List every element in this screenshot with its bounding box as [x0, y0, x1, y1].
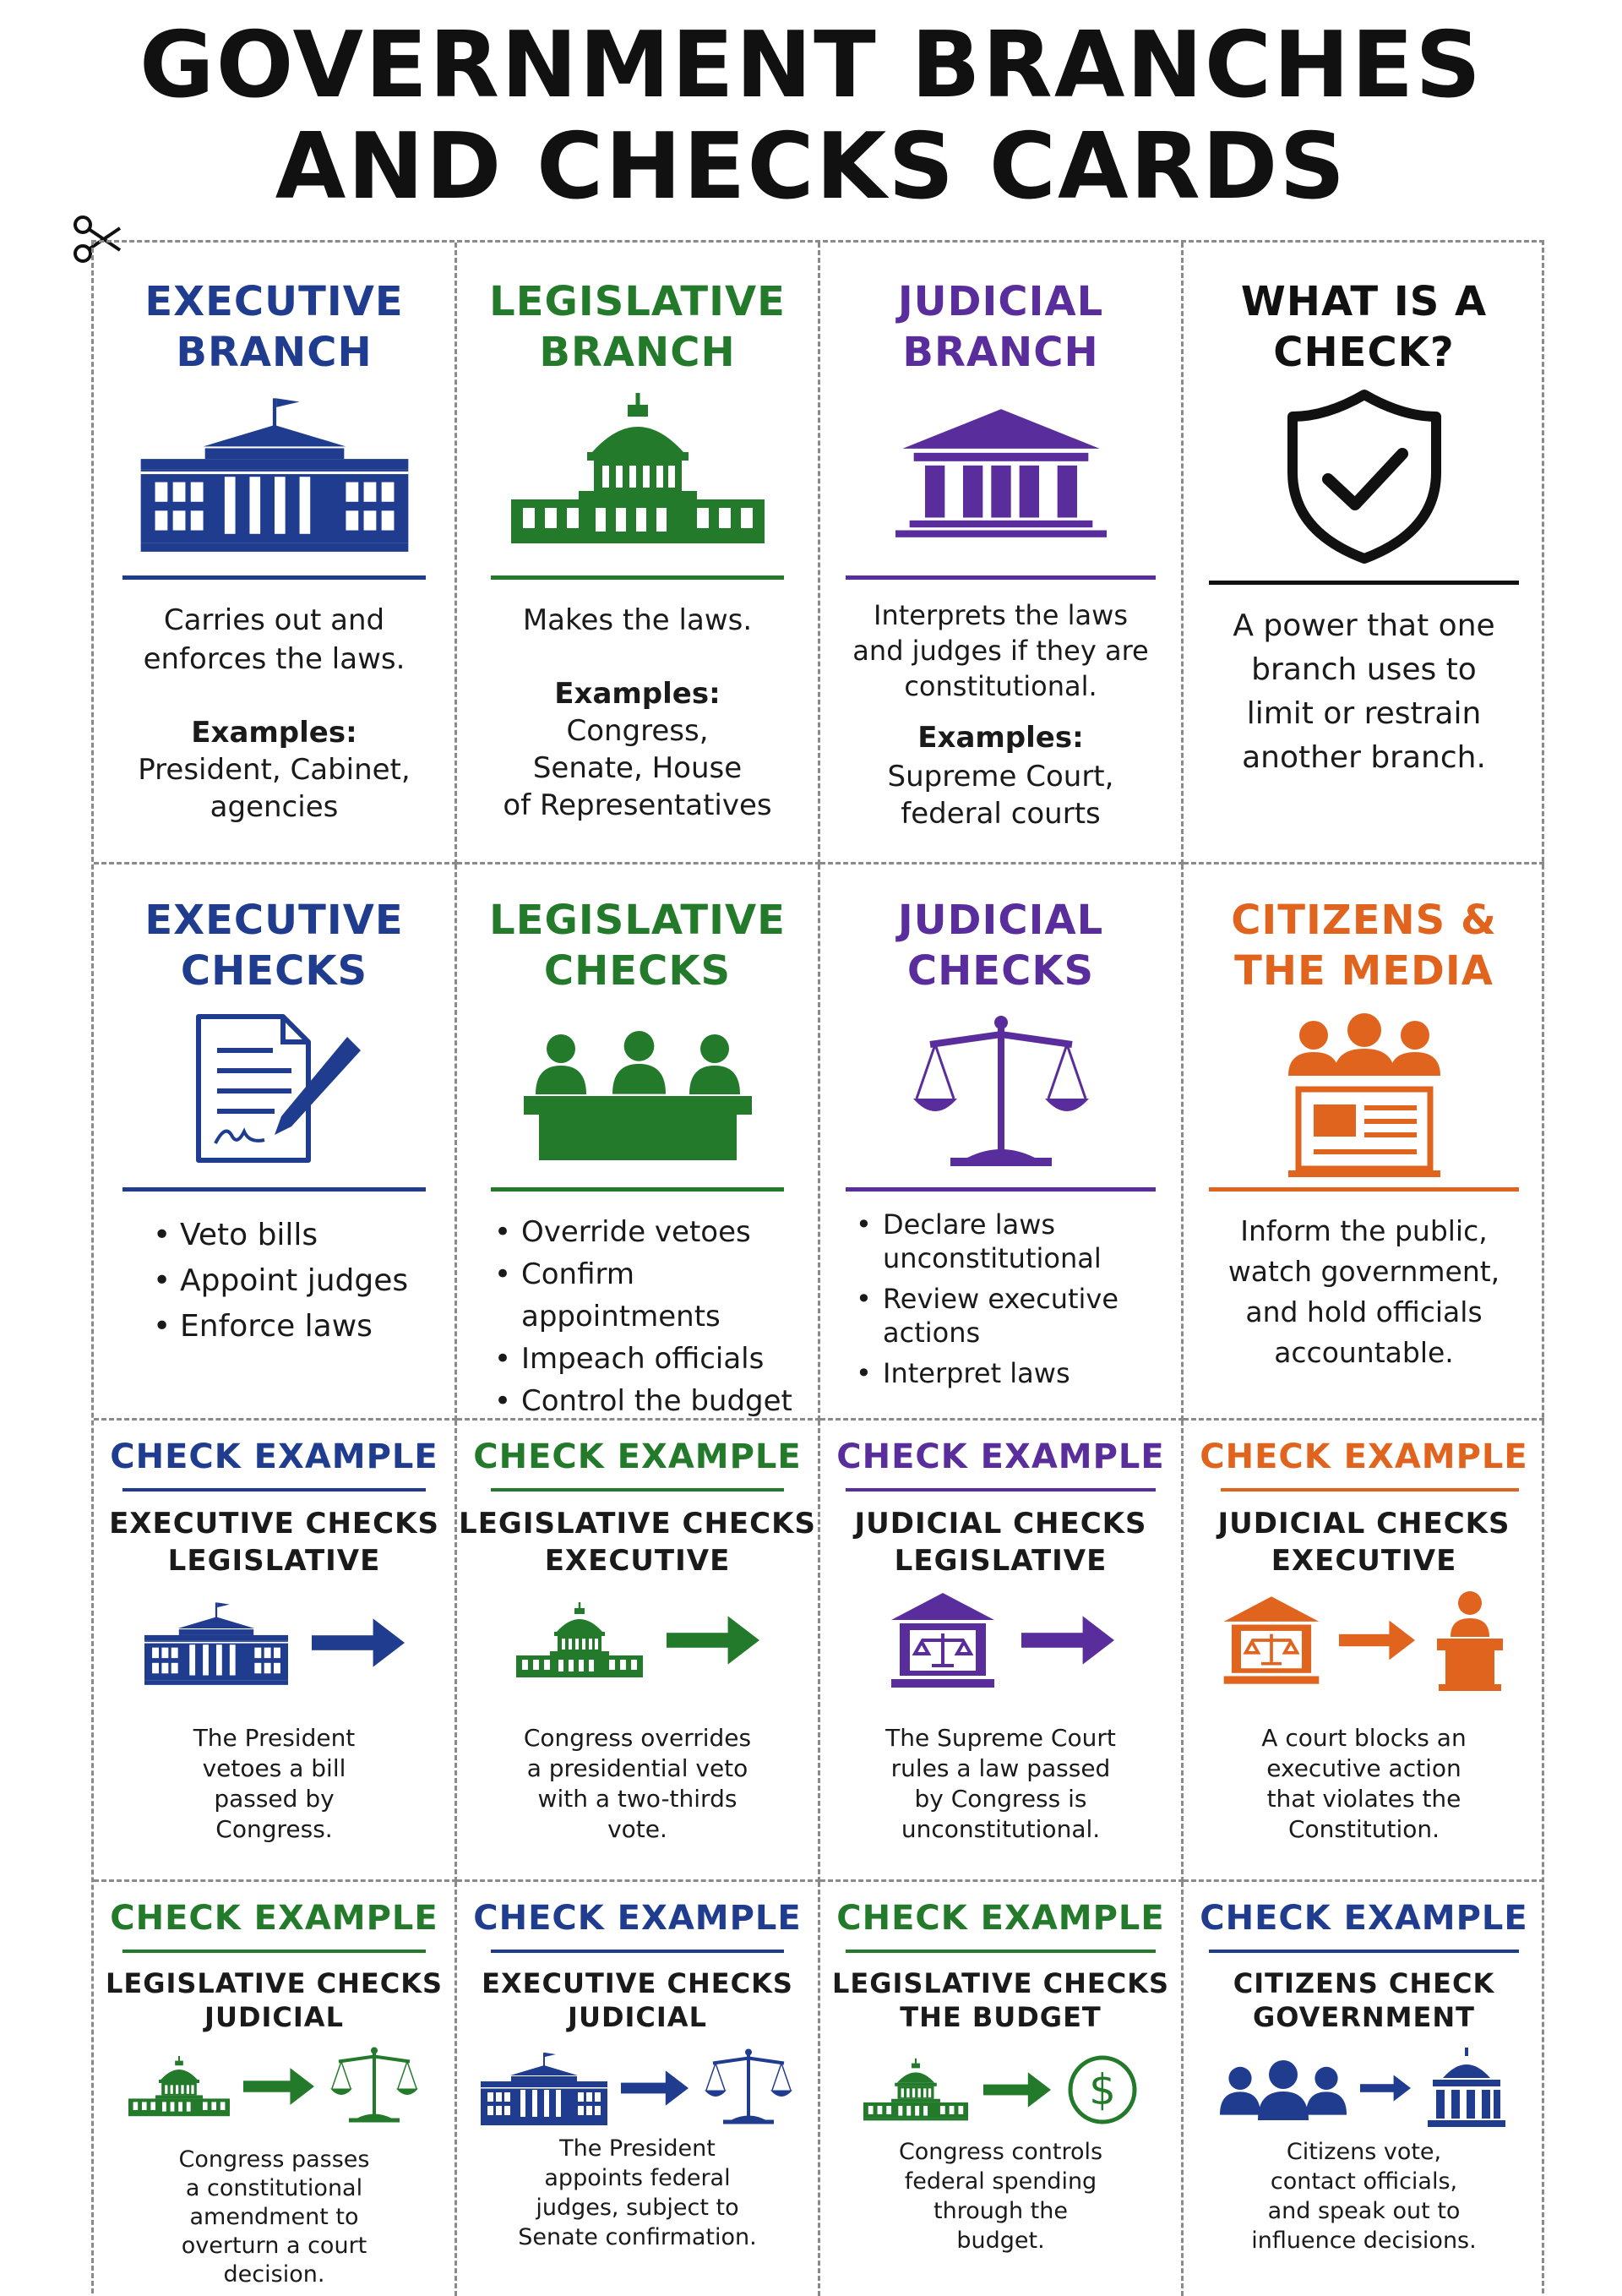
card-title: CITIZENS & THE MEDIA [1231, 897, 1497, 995]
card-title: EXECUTIVE CHECKS [144, 897, 404, 995]
list-item: • Impeach officials [491, 1338, 818, 1380]
check-example-text: Congress controls federal spending through the budget. [898, 2139, 1103, 2254]
check-example-icons [457, 2048, 818, 2129]
card-what-is-a-check [1184, 243, 1544, 864]
examples-label: Examples: [191, 716, 357, 750]
list-item: • Veto bills [150, 1213, 408, 1258]
white-house-icon [144, 1596, 288, 1689]
check-example-text: A court blocks an executive action that violates the Constitution. [1261, 1724, 1467, 1843]
card-executive-checks [94, 864, 457, 1421]
check-example-icons [820, 2048, 1181, 2132]
check-example-icons [1184, 2048, 1544, 2129]
divider [122, 1187, 426, 1192]
check-example-text: Citizens vote, contact officials, and speak out to influence decisions. [1251, 2139, 1477, 2254]
arrow-right-icon [312, 1618, 405, 1667]
shield-check-icon [1184, 388, 1544, 565]
white-house-icon [481, 2050, 607, 2126]
card-description: Makes the laws. [522, 603, 753, 637]
check-example-text: Congress overrides a presidential veto with a two-thirds vote. [523, 1724, 752, 1843]
card-title: EXECUTIVE BRANCH [144, 278, 404, 376]
card-title: WHAT IS A CHECK? [1240, 278, 1488, 376]
check-example-text: The Supreme Court rules a law passed by Congress is unconstitutional. [885, 1724, 1116, 1843]
arrow-right-icon [1339, 1620, 1415, 1661]
divider [122, 1950, 426, 1953]
dollar-icon [1066, 2053, 1139, 2126]
examples-label: Examples: [554, 677, 721, 711]
document-pen-icon [94, 1008, 454, 1169]
list-item: • Declare laws unconstitutional [852, 1208, 1119, 1275]
capitol-icon [128, 2044, 230, 2129]
card-legislative-checks [457, 864, 820, 1421]
check-example-icons [820, 1590, 1181, 1691]
divider [491, 1950, 784, 1953]
white-house-icon [94, 393, 454, 554]
check-example-subtitle: EXECUTIVE CHECKS LEGISLATIVE [109, 1507, 439, 1578]
scales-icon [820, 1010, 1181, 1179]
title-line-2: AND CHECKS CARDS [275, 114, 1347, 220]
arrow-right-icon [1360, 2074, 1411, 2102]
check-example-icons [94, 1596, 454, 1689]
divider [122, 575, 426, 580]
check-example-heading: CHECK EXAMPLE [1200, 1899, 1528, 1938]
scales-icon [328, 2046, 421, 2127]
courthouse-icon [820, 393, 1181, 554]
arrow-right-icon [983, 2072, 1051, 2108]
card-executive-branch [94, 243, 457, 864]
card-check-example-leg-budget [820, 1882, 1184, 2296]
check-example-icons [457, 1590, 818, 1691]
card-legislative-branch [457, 243, 820, 864]
list-item: • Control the budget [491, 1380, 818, 1421]
podium-person-icon [1432, 1590, 1508, 1691]
capitol-icon [516, 1590, 643, 1691]
card-check-example-jud-exec [1184, 1421, 1544, 1882]
check-example-subtitle: JUDICIAL CHECKS LEGISLATIVE [854, 1507, 1147, 1578]
people-news-icon [1184, 1013, 1544, 1182]
list-item: • Enforce laws [150, 1304, 408, 1350]
card-judicial-checks [820, 864, 1184, 1421]
divider [846, 1488, 1156, 1492]
svg-text:$: $ [1088, 2065, 1116, 2114]
check-example-heading: CHECK EXAMPLE [473, 1437, 802, 1476]
check-example-text: The President appoints federal judges, subject to Senate confirmation. [518, 2135, 757, 2250]
check-example-subtitle: CITIZENS CHECK GOVERNMENT [1233, 1967, 1495, 2033]
check-example-subtitle: LEGISLATIVE CHECKS JUDICIAL [105, 1967, 444, 2033]
card-check-example-leg-exec [457, 1421, 820, 1882]
divider [1221, 1488, 1519, 1492]
arrow-right-icon [667, 1616, 759, 1665]
examples-text: Congress, Senate, House of Representatives [503, 714, 772, 822]
checks-list [852, 1208, 1119, 1390]
courthouse-scales-icon [1221, 1593, 1322, 1688]
check-example-heading: CHECK EXAMPLE [110, 1899, 438, 1938]
capitol-icon [1424, 2048, 1509, 2129]
check-example-subtitle: LEGISLATIVE CHECKS EXECUTIVE [459, 1507, 816, 1578]
examples-text: President, Cabinet, agencies [138, 753, 411, 824]
list-item: • Review executive actions [852, 1282, 1119, 1350]
check-example-subtitle: JUDICIAL CHECKS EXECUTIVE [1217, 1507, 1510, 1578]
card-title: LEGISLATIVE CHECKS [489, 897, 786, 995]
check-example-subtitle: LEGISLATIVE CHECKS THE BUDGET [831, 1967, 1170, 2033]
examples-text: Supreme Court, federal courts [887, 760, 1114, 831]
divider [1209, 1187, 1519, 1192]
cards-grid [91, 240, 1544, 2293]
divider [1209, 1950, 1519, 1953]
list-item: • Interpret laws [852, 1356, 1119, 1390]
arrow-right-icon [1021, 1616, 1114, 1665]
list-item: • Appoint judges [150, 1258, 408, 1304]
checks-list [150, 1213, 408, 1350]
scales-icon [702, 2048, 795, 2129]
card-title: JUDICIAL CHECKS [897, 897, 1104, 995]
card-description: Carries out and enforces the laws. [143, 603, 406, 676]
arrow-right-icon [243, 2068, 314, 2105]
divider [1209, 581, 1519, 585]
card-title: LEGISLATIVE BRANCH [489, 278, 786, 376]
divider [491, 1488, 784, 1492]
capitol-icon [457, 384, 818, 554]
card-title: JUDICIAL BRANCH [897, 278, 1104, 376]
card-check-example-citizens [1184, 1882, 1544, 2296]
check-example-heading: CHECK EXAMPLE [1200, 1437, 1528, 1476]
card-citizens-media [1184, 864, 1544, 1421]
check-example-text: Congress passes a constitutional amendment to overturn a court decision. [178, 2146, 370, 2288]
divider [491, 1187, 784, 1192]
title-line-1: GOVERNMENT BRANCHES [139, 13, 1483, 118]
check-example-icons [94, 2044, 454, 2129]
examples-label: Examples: [917, 721, 1084, 755]
list-item: • Override vetoes [491, 1211, 818, 1253]
arrow-right-icon [621, 2070, 689, 2106]
check-example-text: The President vetoes a bill passed by Congress. [193, 1724, 356, 1843]
card-judicial-branch [820, 243, 1184, 864]
divider [122, 1488, 426, 1492]
divider [846, 575, 1156, 580]
page-title [0, 15, 1622, 218]
courthouse-scales-icon [888, 1590, 998, 1691]
card-description: A power that one branch uses to limit or restrain another branch. [1233, 608, 1495, 775]
check-example-heading: CHECK EXAMPLE [473, 1899, 802, 1938]
check-example-icons [1184, 1590, 1544, 1691]
divider [846, 1950, 1156, 1953]
card-check-example-leg-jud [94, 1882, 457, 2296]
check-example-heading: CHECK EXAMPLE [836, 1899, 1165, 1938]
check-example-heading: CHECK EXAMPLE [110, 1437, 438, 1476]
card-check-example-exec-leg [94, 1421, 457, 1882]
checks-list [491, 1211, 818, 1421]
congress-people-icon [457, 1025, 818, 1169]
card-description: Interprets the laws and judges if they are constitutional. [852, 599, 1149, 702]
divider [846, 1187, 1156, 1192]
check-example-subtitle: EXECUTIVE CHECKS JUDICIAL [482, 1967, 793, 2033]
card-description: Inform the public, watch government, and hold officials accountable. [1227, 1214, 1500, 1369]
card-check-example-exec-jud [457, 1882, 820, 2296]
capitol-icon [863, 2048, 968, 2132]
check-example-heading: CHECK EXAMPLE [836, 1437, 1165, 1476]
list-item: • Confirm appointments [491, 1253, 818, 1338]
divider [491, 575, 784, 580]
card-check-example-jud-leg [820, 1421, 1184, 1882]
people-icon [1220, 2054, 1347, 2122]
